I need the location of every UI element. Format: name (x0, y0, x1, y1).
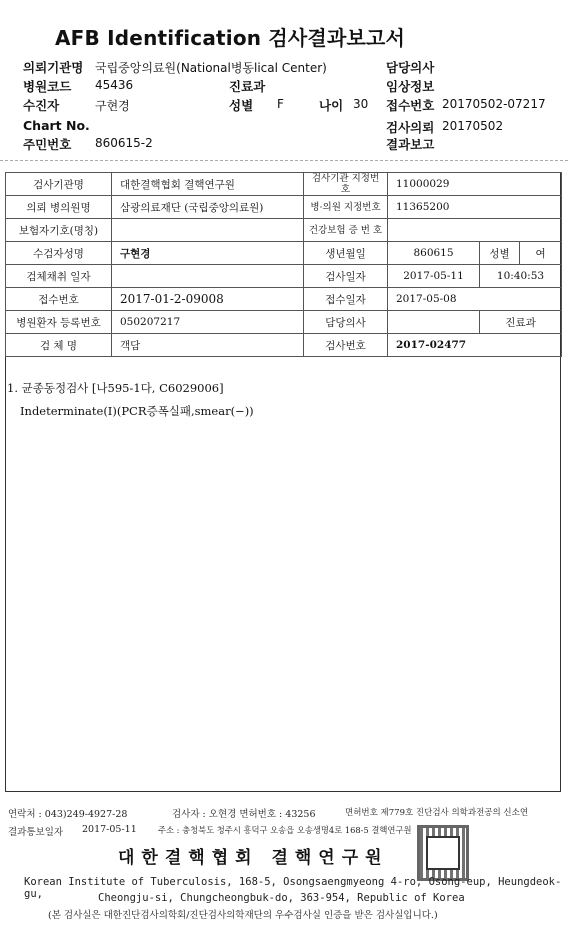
insurance-no-label: 건강보험 증 번 호 (304, 219, 388, 242)
receipt-date-value: 2017-05-08 (388, 288, 562, 311)
referral-inst-label: 의뢰기관명 (23, 60, 84, 75)
test-time-value: 10:40:53 (480, 265, 562, 288)
institute-name-en-line2: Cheongju-si, Chungcheongbuk-do, 363-954, Republic of Korea (98, 892, 465, 904)
report-title: AFB Identification 검사결과보고서 (55, 26, 406, 50)
license-text: 면허번호 제779호 진단검사 의학과전공의 신소연 (345, 808, 529, 818)
address-kr-text: 주소 : 충청북도 청주시 흥덕구 오송읍 오송생명4로 168-5 결핵연구원 (158, 825, 412, 835)
inst-name-value: 대한결핵협회 결핵연구원 (112, 173, 304, 196)
table-row (6, 219, 562, 242)
inst-code-label: 검사기관 지정번호 (304, 173, 388, 196)
table-row (6, 242, 562, 265)
clinical-info-label: 임상정보 (386, 79, 435, 94)
chart-no-label: Chart No. (23, 118, 90, 133)
attending-label: 담당의사 (386, 60, 435, 75)
gender-value: 여 (520, 242, 562, 265)
institute-name-en-line1: Korean Institute of Tuberculosis, 168-5, Osongsaengmyeong 4-ro, Osong-eup, Heungdeok-gu, (24, 876, 562, 900)
specimen-value: 객담 (112, 334, 304, 357)
referral-inst-value: 국립중앙의료원(National병동lical Center) (95, 61, 327, 75)
table-row (6, 196, 562, 219)
examinee-value: 구현경 (112, 242, 304, 265)
insurer-label: 보험자기호(명칭) (6, 219, 112, 242)
info-table (5, 172, 562, 357)
doctor-value (388, 311, 480, 334)
patient-label: 수진자 (23, 98, 60, 113)
result-value-line: Indeterminate(I)(PCR증폭실패,smear(−)) (20, 404, 254, 418)
test-date-label: 검사일자 (304, 265, 388, 288)
birthdate-label: 생년월일 (304, 242, 388, 265)
doctor-label: 담당의사 (304, 311, 388, 334)
receipt-date-label: 접수일자 (304, 288, 388, 311)
tester-text: 검사자 : 오현경 면허번호 : 43256 (172, 809, 316, 820)
receipt-no-label: 접수번호 (386, 98, 435, 113)
patient-value: 구현경 (95, 99, 130, 113)
examinee-label: 수검자성명 (6, 242, 112, 265)
test-no-label: 검사번호 (304, 334, 388, 357)
clinic-name-value: 삼광의료재단 (국립중앙의료원) (112, 196, 304, 219)
gender-label: 성별 (480, 242, 520, 265)
table-row (6, 173, 562, 196)
table-row (6, 311, 562, 334)
rrn-label: 주민번호 (23, 137, 72, 152)
accession-no-value: 2017-01-2-09008 (112, 288, 304, 311)
collection-date-label: 검체채취 일자 (6, 265, 112, 288)
contact-text: 연락처 : 043)249-4927-28 (8, 809, 128, 820)
specimen-label: 검 체 명 (6, 334, 112, 357)
clinic-code-label: 병·의원 지정번호 (304, 196, 388, 219)
dept-label: 진료과 (229, 79, 266, 94)
collection-date-value (112, 265, 304, 288)
report-label: 결과보고 (386, 137, 435, 152)
hospital-code-value: 45436 (95, 78, 134, 92)
table-row (6, 288, 562, 311)
result-test-line: 1. 균종동정검사 [나595-1다, C6029006] (7, 381, 224, 395)
age-value: 30 (353, 97, 369, 111)
sex-label: 성별 (229, 98, 254, 113)
request-label: 검사의뢰 (386, 120, 435, 135)
age-label: 나이 (319, 98, 344, 113)
institute-name-kr: 대한결핵협회 결핵연구원 (118, 848, 389, 868)
patient-reg-value: 050207217 (112, 311, 304, 334)
sex-value: F (277, 97, 284, 111)
insurer-value (112, 219, 304, 242)
certification-note: (본 검사실은 대한진단검사의학회/진단검사의학재단의 우수검사실 인증을 받은 검사실입니다.) (48, 910, 438, 921)
inst-name-label: 검사기관명 (6, 173, 112, 196)
clinic-name-label: 의뢰 병의원명 (6, 196, 112, 219)
accession-no-label: 접수번호 (6, 288, 112, 311)
insurance-no-value (388, 219, 562, 242)
clinic-code-value: 11365200 (388, 196, 562, 219)
header-divider (0, 160, 568, 161)
rrn-value: 860615-2 (95, 136, 153, 150)
report-date-value: 2017-05-11 (82, 824, 137, 835)
report-date-label: 결과통보일자 (8, 827, 64, 838)
inst-code-value: 11000029 (388, 173, 562, 196)
request-value: 20170502 (442, 119, 504, 133)
hospital-code-label: 병원코드 (23, 79, 72, 94)
test-date-value: 2017-05-11 (388, 265, 480, 288)
seal-inner (426, 836, 460, 870)
table-row (6, 265, 562, 288)
department-label: 진료과 (480, 311, 562, 334)
test-no-value: 2017-02477 (388, 334, 562, 357)
patient-reg-label: 병원환자 등록번호 (6, 311, 112, 334)
birthdate-value: 860615 (388, 242, 480, 265)
table-row (6, 334, 562, 357)
receipt-no-value: 20170502-07217 (442, 97, 546, 111)
